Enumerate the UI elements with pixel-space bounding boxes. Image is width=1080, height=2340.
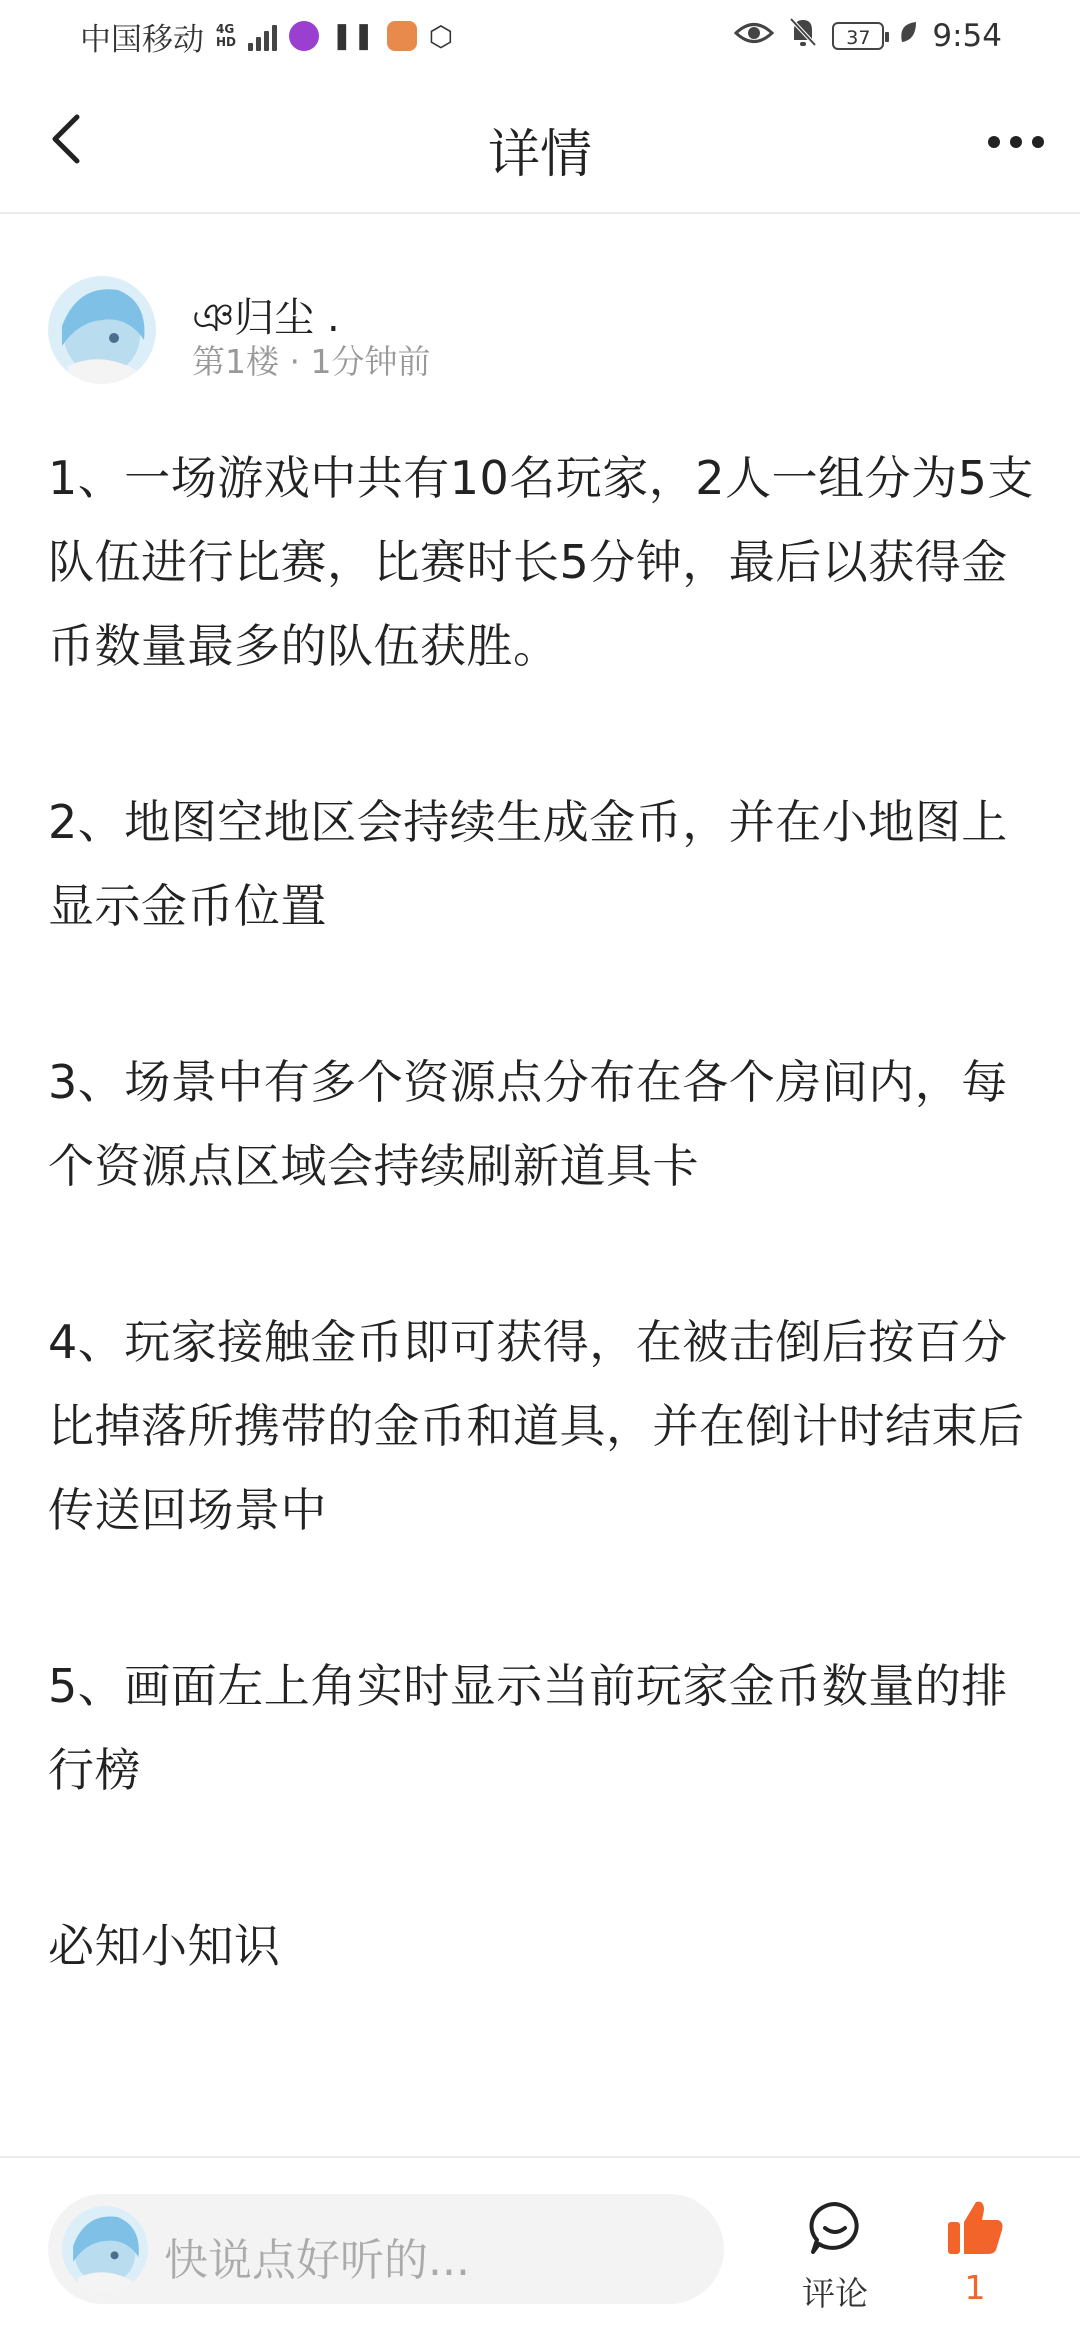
like-button[interactable] bbox=[930, 2196, 1020, 2326]
eye-icon bbox=[734, 18, 774, 54]
hand-app-icon: ⬡ bbox=[428, 19, 454, 53]
content-paragraph: 4、玩家接触金币即可获得，在被击倒后按百分比掉落所携带的金币和道具，并在倒计时结束后传送回场景中 bbox=[48, 1315, 1025, 1537]
music-app-icon bbox=[289, 21, 319, 51]
top-nav-bar bbox=[0, 72, 1080, 214]
status-bar bbox=[0, 0, 1080, 72]
comment-label: 评论 bbox=[802, 2274, 868, 2313]
more-dot-icon bbox=[1010, 136, 1022, 148]
content-paragraph: 必知小知识 bbox=[48, 1919, 281, 1973]
content-paragraph: 2、地图空地区会持续生成金币，并在小地图上显示金币位置 bbox=[48, 795, 1008, 933]
content-paragraph: 5、画面左上角实时显示当前玩家金币数量的排行榜 bbox=[48, 1659, 1008, 1797]
status-time: 9:54 bbox=[932, 18, 1002, 54]
status-left bbox=[80, 14, 453, 58]
comment-button[interactable] bbox=[790, 2196, 880, 2326]
signal-icon bbox=[248, 21, 277, 51]
more-dot-icon bbox=[1032, 136, 1044, 148]
avatar bbox=[62, 2206, 148, 2292]
thumbs-up-icon bbox=[944, 2198, 1006, 2258]
page-title: 详情 bbox=[487, 125, 592, 185]
message-app-icon bbox=[387, 21, 417, 51]
network-type: 4G HD bbox=[216, 22, 237, 49]
author-name[interactable]: ঞ归尘 . bbox=[192, 295, 340, 341]
comment-input[interactable] bbox=[48, 2194, 724, 2304]
comment-placeholder: 快说点好听的... bbox=[164, 2235, 470, 2286]
post-author bbox=[48, 276, 948, 386]
pause-icon: ❚❚ bbox=[331, 21, 375, 51]
mute-bell-icon bbox=[788, 16, 818, 56]
post-meta: 第1楼 · 1分钟前 bbox=[192, 342, 431, 381]
carrier-label: 中国移动 bbox=[80, 21, 204, 58]
like-count: 1 bbox=[964, 2268, 986, 2307]
status-right bbox=[734, 14, 1002, 58]
leaf-icon bbox=[898, 18, 918, 54]
bottom-action-bar bbox=[0, 2156, 1080, 2340]
content-paragraph: 3、场景中有多个资源点分布在各个房间内，每个资源点区域会持续刷新道具卡 bbox=[48, 1055, 1008, 1193]
content-paragraph: 1、一场游戏中共有10名玩家，2人一组分为5支队伍进行比赛，比赛时长5分钟，最后以获得金币数量最多的队伍获胜。 bbox=[48, 451, 1034, 673]
post-content bbox=[48, 436, 1038, 1988]
comment-bubble-icon bbox=[805, 2198, 865, 2258]
avatar[interactable] bbox=[48, 276, 156, 384]
more-dot-icon bbox=[988, 136, 1000, 148]
more-options-button[interactable] bbox=[976, 112, 1056, 172]
battery-icon: 37 bbox=[832, 22, 884, 50]
